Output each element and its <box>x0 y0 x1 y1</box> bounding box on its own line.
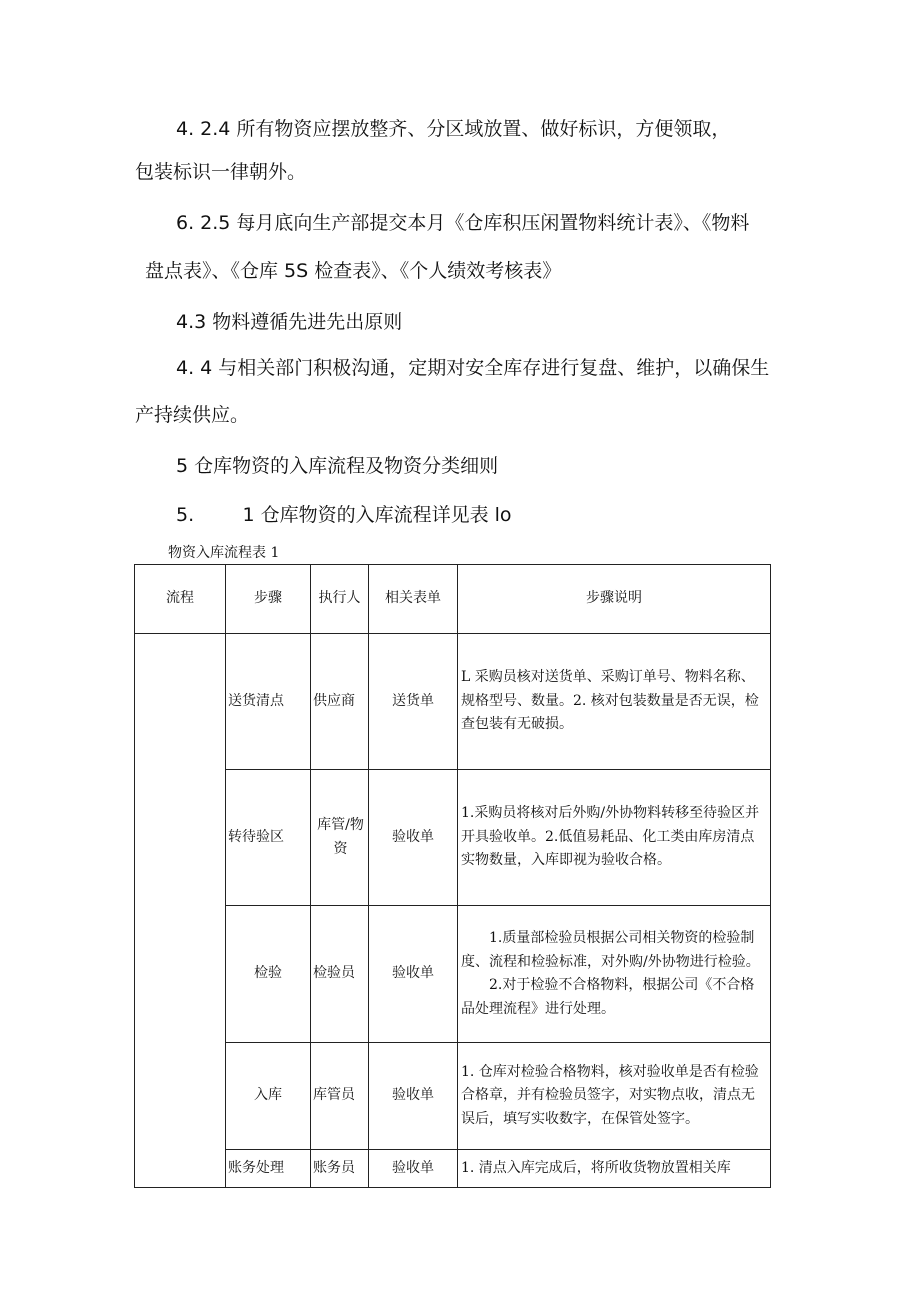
inbound-process-table <box>134 564 771 1188</box>
table-row <box>135 770 771 906</box>
table-caption: 物资入库流程表 1 <box>168 545 280 561</box>
header-executor: 执行人 <box>311 565 369 634</box>
form-cell: 验收单 <box>369 770 458 906</box>
section-5-heading: 5 仓库物资的入库流程及物资分类细则 <box>176 455 499 477</box>
description-cell <box>458 770 771 906</box>
executor-cell: 检验员 <box>311 906 369 1043</box>
description-cell <box>458 1043 771 1150</box>
form-cell: 送货单 <box>369 634 458 770</box>
step-cell: 入库 <box>226 1043 311 1150</box>
description-text: L 采购员核对送货单、采购订单号、物料名称、规格型号、数量。2. 核对包装数量是否无误，检查包装有无破损。 <box>461 669 759 733</box>
description-text: 2.对于检验不合格物料，根据公司《不合格品处理流程》进行处理。 <box>461 977 755 1017</box>
description-text: 1.采购员将核对后外购/外协物料转移至待验区并开具验收单。2.低值易耗品、化工类由库房清点实物数量，入库即视为验收合格。 <box>461 805 760 869</box>
paragraph-4-3: 4.3 物料遵循先进先出原则 <box>176 311 403 333</box>
step-cell: 检验 <box>226 906 311 1043</box>
paragraph-4-4-line2: 产持续供应。 <box>135 404 250 426</box>
description-text: 1. 仓库对检验合格物料，核对验收单是否有检验合格章，并有检验员签字，对实物点收，清点无误后，填写实收数字，在保管处签字。 <box>461 1063 759 1127</box>
table-header-row <box>135 565 771 634</box>
description-cell <box>458 1150 771 1188</box>
header-flow: 流程 <box>135 565 226 634</box>
table-row <box>135 1043 771 1150</box>
executor-cell: 库管/物资 <box>311 770 369 906</box>
form-cell: 验收单 <box>369 1043 458 1150</box>
table-row <box>135 634 771 770</box>
paragraph-4-2-4-line1: 4. 2.4 所有物资应摆放整齐、分区域放置、做好标识，方便领取， <box>176 118 731 140</box>
description-cell <box>458 634 771 770</box>
paragraph-2-5-line2: 盘点表》、《仓库 5S 检查表》、《个人绩效考核表》 <box>145 260 562 282</box>
paragraph-2-5-line1: 6. 2.5 每月底向生产部提交本月《仓库积压闲置物料统计表》、《物料 <box>176 212 750 234</box>
executor-cell: 库管员 <box>311 1043 369 1150</box>
header-step: 步骤 <box>226 565 311 634</box>
flow-cell <box>135 634 226 1188</box>
table-row <box>135 1150 771 1188</box>
paragraph-4-2-4-line2: 包装标识一律朝外。 <box>135 161 307 183</box>
header-form: 相关表单 <box>369 565 458 634</box>
section-5-1-heading: 5. 1 仓库物资的入库流程详见表 lo <box>176 504 512 526</box>
form-cell: 验收单 <box>369 1150 458 1188</box>
header-description: 步骤说明 <box>458 565 771 634</box>
step-cell: 账务处理 <box>226 1150 311 1188</box>
description-text: 1.质量部检验员根据公司相关物资的检验制度、流程和检验标准，对外购/外协物进行检验。 <box>461 930 760 970</box>
table-row <box>135 906 771 1043</box>
executor-cell: 账务员 <box>311 1150 369 1188</box>
description-cell <box>458 906 771 1043</box>
form-cell: 验收单 <box>369 906 458 1043</box>
description-text: 1. 清点入库完成后，将所收货物放置相关库 <box>461 1159 731 1176</box>
paragraph-4-4-line1: 4. 4 与相关部门积极沟通，定期对安全库存进行复盘、维护，以确保生 <box>176 357 770 379</box>
executor-cell: 供应商 <box>311 634 369 770</box>
step-cell: 转待验区 <box>226 770 311 906</box>
step-cell: 送货清点 <box>226 634 311 770</box>
